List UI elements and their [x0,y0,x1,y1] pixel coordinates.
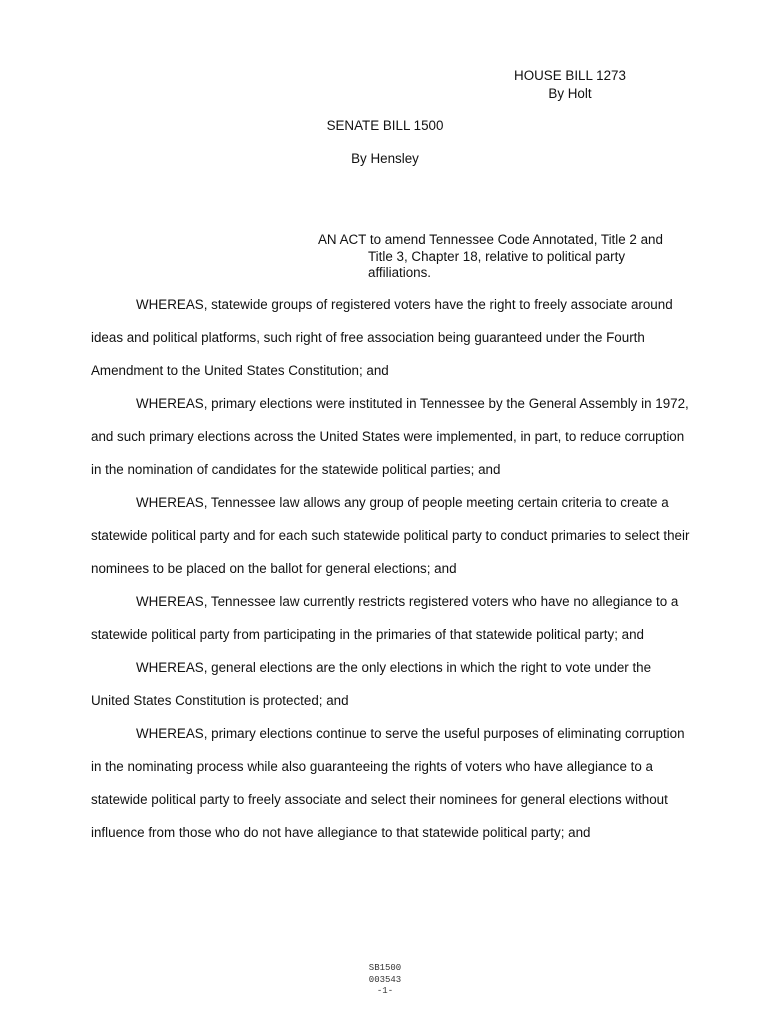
preamble-body [91,288,691,849]
house-bill-number: HOUSE BILL 1273 [514,68,626,83]
whereas-paragraph: WHEREAS, primary elections continue to serve the useful purposes of eliminating corruption in the nominating process while also guaranteeing the rights of voters who have allegiance to a statewide political party to freely associate and select their nominees for general elections without influence from those who do not have allegiance to that statewide political party; and [91,726,685,840]
senate-bill-sponsor: By Hensley [351,151,419,166]
whereas-paragraph: WHEREAS, Tennessee law currently restricts registered voters who have no allegiance to a statewide political party from participating in the primaries of that statewide political party; and [91,594,679,642]
senate-bill-number: SENATE BILL 1500 [326,118,444,133]
act-title-line-2: Title 3, Chapter 18, relative to political party [368,248,626,264]
whereas-paragraph: WHEREAS, statewide groups of registered voters have the right to freely associate around ideas and political platforms, such right of free association being guaranteed under the Fourth Amendment to the United States Constitution; and [91,297,673,378]
page-number: -1- [376,986,394,996]
house-bill-sponsor: By Holt [548,86,592,101]
whereas-paragraph: WHEREAS, Tennessee law allows any group of people meeting certain criteria to create a statewide political party and for each such statewide political party to conduct primaries to select their nominees to be placed on the ballot for general elections; and [91,495,690,576]
house-bill-header [470,67,670,103]
act-title-line-1: AN ACT to amend Tennessee Code Annotated, Title 2 and [318,232,663,247]
act-title [318,232,698,282]
whereas-paragraph: WHEREAS, primary elections were instituted in Tennessee by the General Assembly in 1972, and such primary elections across the United States were implemented, in part, to reduce corruption in the nomination of candidates for the statewide political parties; and [91,396,689,477]
footer-bill-code: SB1500 [368,963,402,973]
whereas-paragraph: WHEREAS, general elections are the only elections in which the right to vote under the United States Constitution is protected; and [91,660,652,708]
footer-doc-number: 003543 [368,974,402,985]
page-footer [335,963,435,998]
act-title-line-3: affiliations. [368,265,432,280]
